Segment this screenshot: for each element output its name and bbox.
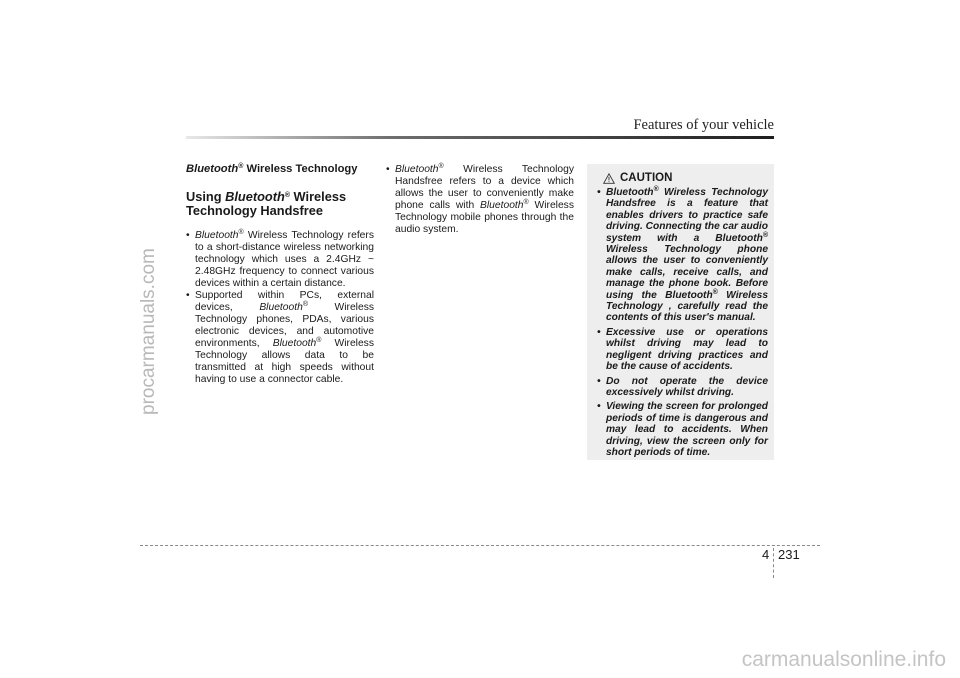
top-rule bbox=[186, 136, 774, 139]
middle-bullet-list bbox=[386, 164, 574, 235]
warning-triangle-icon bbox=[603, 173, 615, 184]
left-bullet-list bbox=[186, 230, 374, 386]
caution-title: CAUTION bbox=[603, 172, 768, 184]
middle-column bbox=[386, 164, 574, 236]
chapter-number: 4 bbox=[762, 547, 770, 562]
caution-item: • Bluetooth® Wireless Technology Handsfree is a feature that enables drivers to practice safe driving. Connecting the car audio system with a Bluetooth® Wireless Technology phone allows the user to conveniently make calls, receive calls, and manage the phone book. Before using the Bluetooth® Wireless Technology , carefully read the contents of this user's manual. bbox=[597, 187, 768, 324]
bottom-rule bbox=[140, 545, 820, 546]
subheading: Bluetooth® Wireless Technology bbox=[186, 163, 358, 175]
list-item: • Bluetooth® Wireless Technology Handsfree refers to a device which allows the user to conveniently make phone calls with Bluetooth® Wireless Technology mobile phones through the audio system. bbox=[386, 164, 574, 235]
list-item: • Bluetooth® Wireless Technology refers to a short-distance wireless networking technology which uses a 2.4GHz ~ 2.48GHz frequency to connect various devices within a certain distance. bbox=[186, 230, 374, 290]
left-column bbox=[186, 164, 374, 387]
bottom-watermark: carmanualsonline.info bbox=[741, 648, 946, 671]
caution-item: • Do not operate the device excessively whilst driving. bbox=[597, 376, 768, 399]
caution-box bbox=[587, 164, 774, 460]
caution-list bbox=[597, 187, 768, 458]
side-watermark: procarmanuals.com bbox=[138, 248, 159, 415]
page-number: 231 bbox=[778, 547, 800, 562]
list-item: • Supported within PCs, external devices, Bluetooth® Wireless Technology phones, PDAs, various electronic devices, and automotive environments, Bluetooth® Wireless Technology allows data to be transmitted at high speeds without having to use a connector cable. bbox=[186, 290, 374, 385]
caution-item: • Viewing the screen for prolonged periods of time is dangerous and may lead to accidents. When driving, view the screen only for short periods of time. bbox=[597, 401, 768, 458]
caution-item: • Excessive use or operations whilst driving may lead to negligent driving practices and be the cause of accidents. bbox=[597, 327, 768, 373]
section-header: Features of your vehicle bbox=[633, 117, 774, 133]
section-heading: Using Bluetooth® Wireless Technology Handsfree bbox=[186, 188, 347, 218]
page-divider bbox=[773, 548, 774, 578]
